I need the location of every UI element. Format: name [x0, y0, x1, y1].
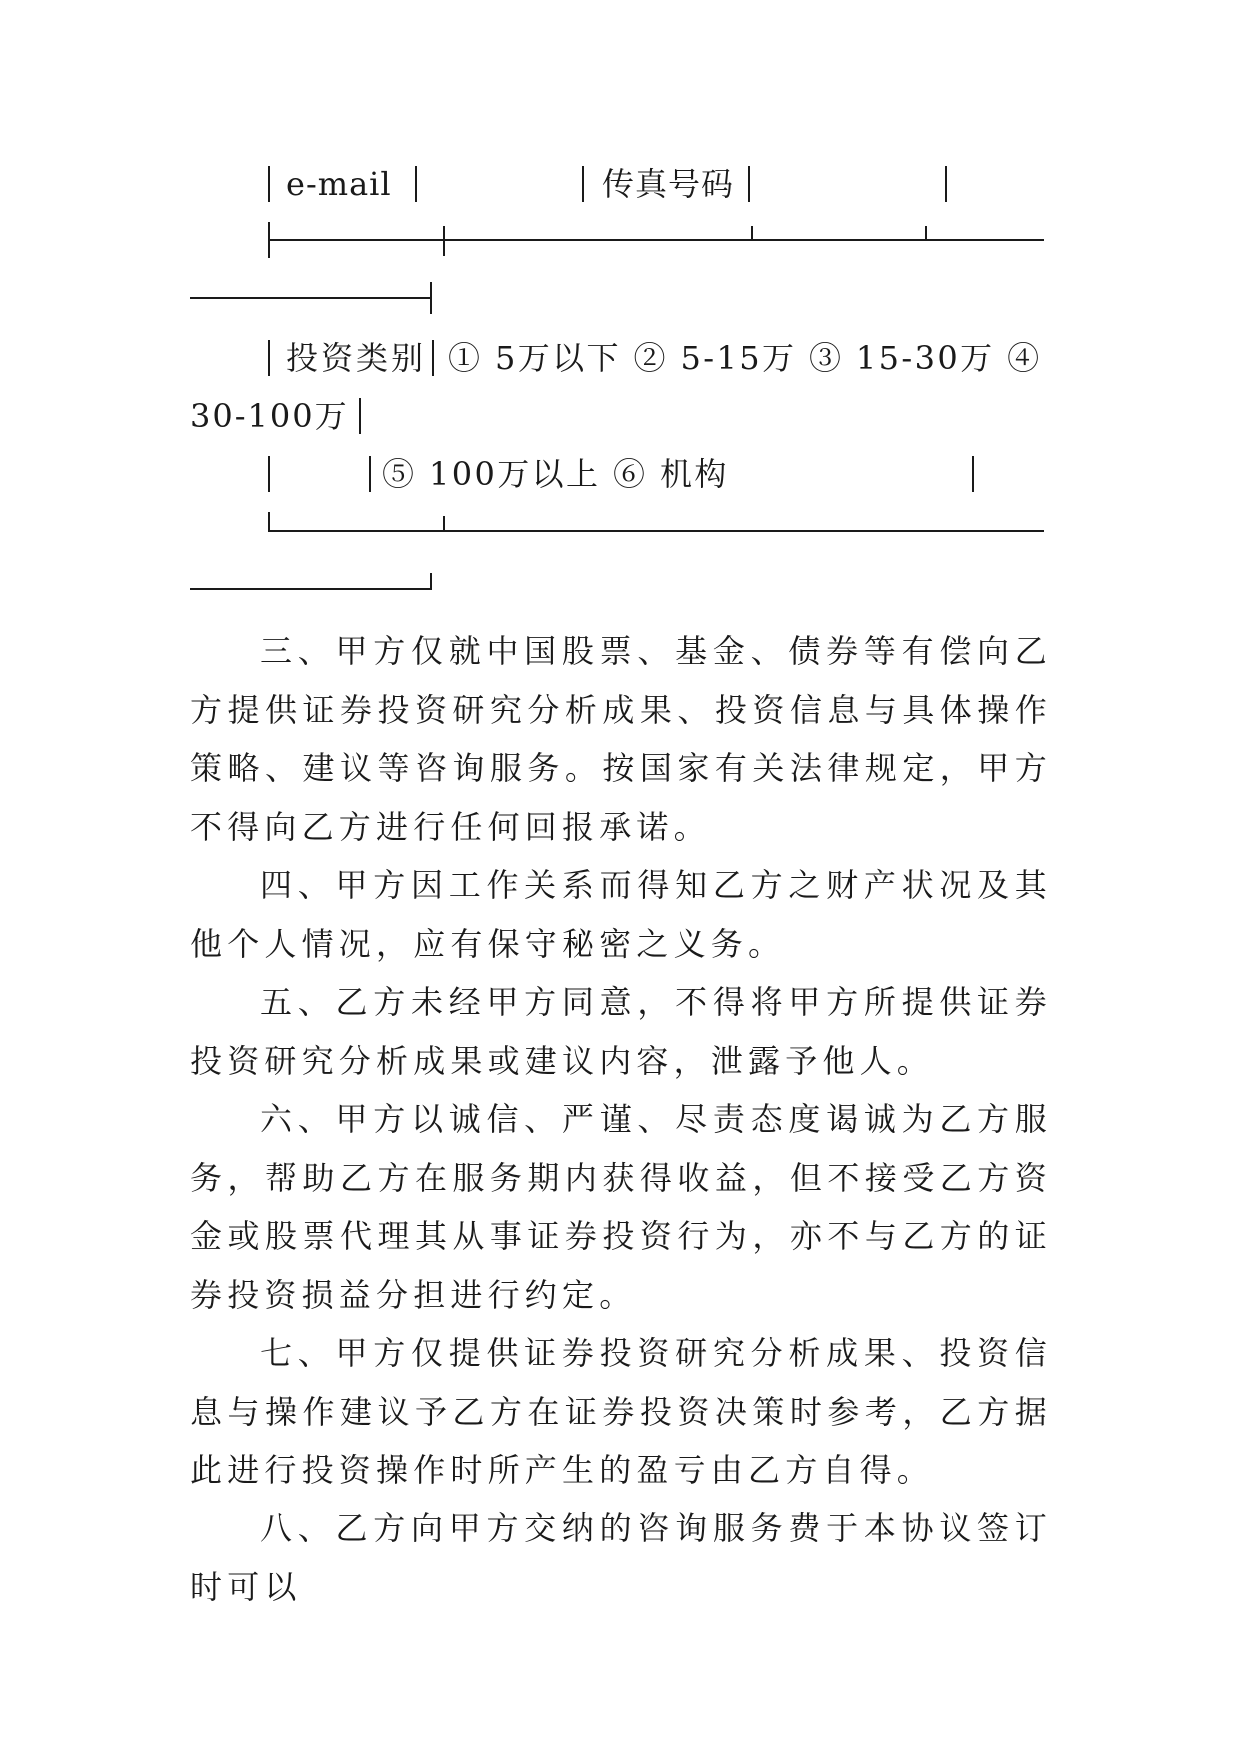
table-border [268, 239, 1044, 241]
table-border [972, 456, 974, 492]
table-border [190, 297, 430, 299]
table-border [443, 226, 445, 256]
table-border [369, 456, 371, 492]
table-border [359, 398, 361, 434]
table-border [945, 166, 947, 202]
table-border [430, 282, 432, 314]
clause-6: 六、甲方以诚信、严谨、尽责态度谒诚为乙方服务，帮助乙方在服务期内获得收益，但不接受乙方资金或股票代理其从事证券投资行为，亦不与乙方的证券投资损益分担进行约定。 [190, 1100, 1052, 1314]
table-border [432, 340, 434, 376]
table-border [430, 573, 432, 590]
table-border [582, 166, 584, 202]
table-border [268, 340, 270, 376]
table-border [268, 530, 1044, 532]
clause-4: 四、甲方因工作关系而得知乙方之财产状况及其他个人情况，应有保守秘密之义务。 [190, 866, 1052, 963]
table-border [190, 588, 430, 590]
clause-3: 三、甲方仅就中国股票、基金、债券等有偿向乙方提供证券投资研究分析成果、投资信息与具体操作策略、建议等咨询服务。按国家有关法律规定，甲方不得向乙方进行任何回报承诺。 [190, 632, 1052, 846]
table-border [415, 166, 417, 202]
table-border [268, 512, 270, 532]
invest-options-line1-wrap: 30-100万 [190, 397, 349, 435]
table-border [268, 456, 270, 492]
table-border [751, 226, 753, 240]
clause-5: 五、乙方未经甲方同意，不得将甲方所提供证券投资研究分析成果或建议内容，泄露予他人。 [190, 983, 1052, 1080]
table-border [268, 166, 270, 202]
invest-options-line2: ⑤ 100万以上 ⑥ 机构 [382, 455, 729, 493]
fax-label: 传真号码 [602, 165, 735, 203]
clause-8: 八、乙方向甲方交纳的咨询服务费于本协议签订时可以 [190, 1509, 1052, 1606]
table-border [925, 226, 927, 240]
clause-7: 七、甲方仅提供证券投资研究分析成果、投资信息与操作建议予乙方在证券投资决策时参考，乙方据此进行投资操作时所产生的盈亏由乙方自得。 [190, 1334, 1052, 1490]
invest-options-line1: ① 5万以下 ② 5-15万 ③ 15-30万 ④ [448, 339, 1042, 377]
email-label: e-mail [286, 165, 392, 203]
invest-category-label: 投资类别 [286, 339, 427, 377]
table-border [443, 516, 445, 532]
table-border [748, 166, 750, 202]
